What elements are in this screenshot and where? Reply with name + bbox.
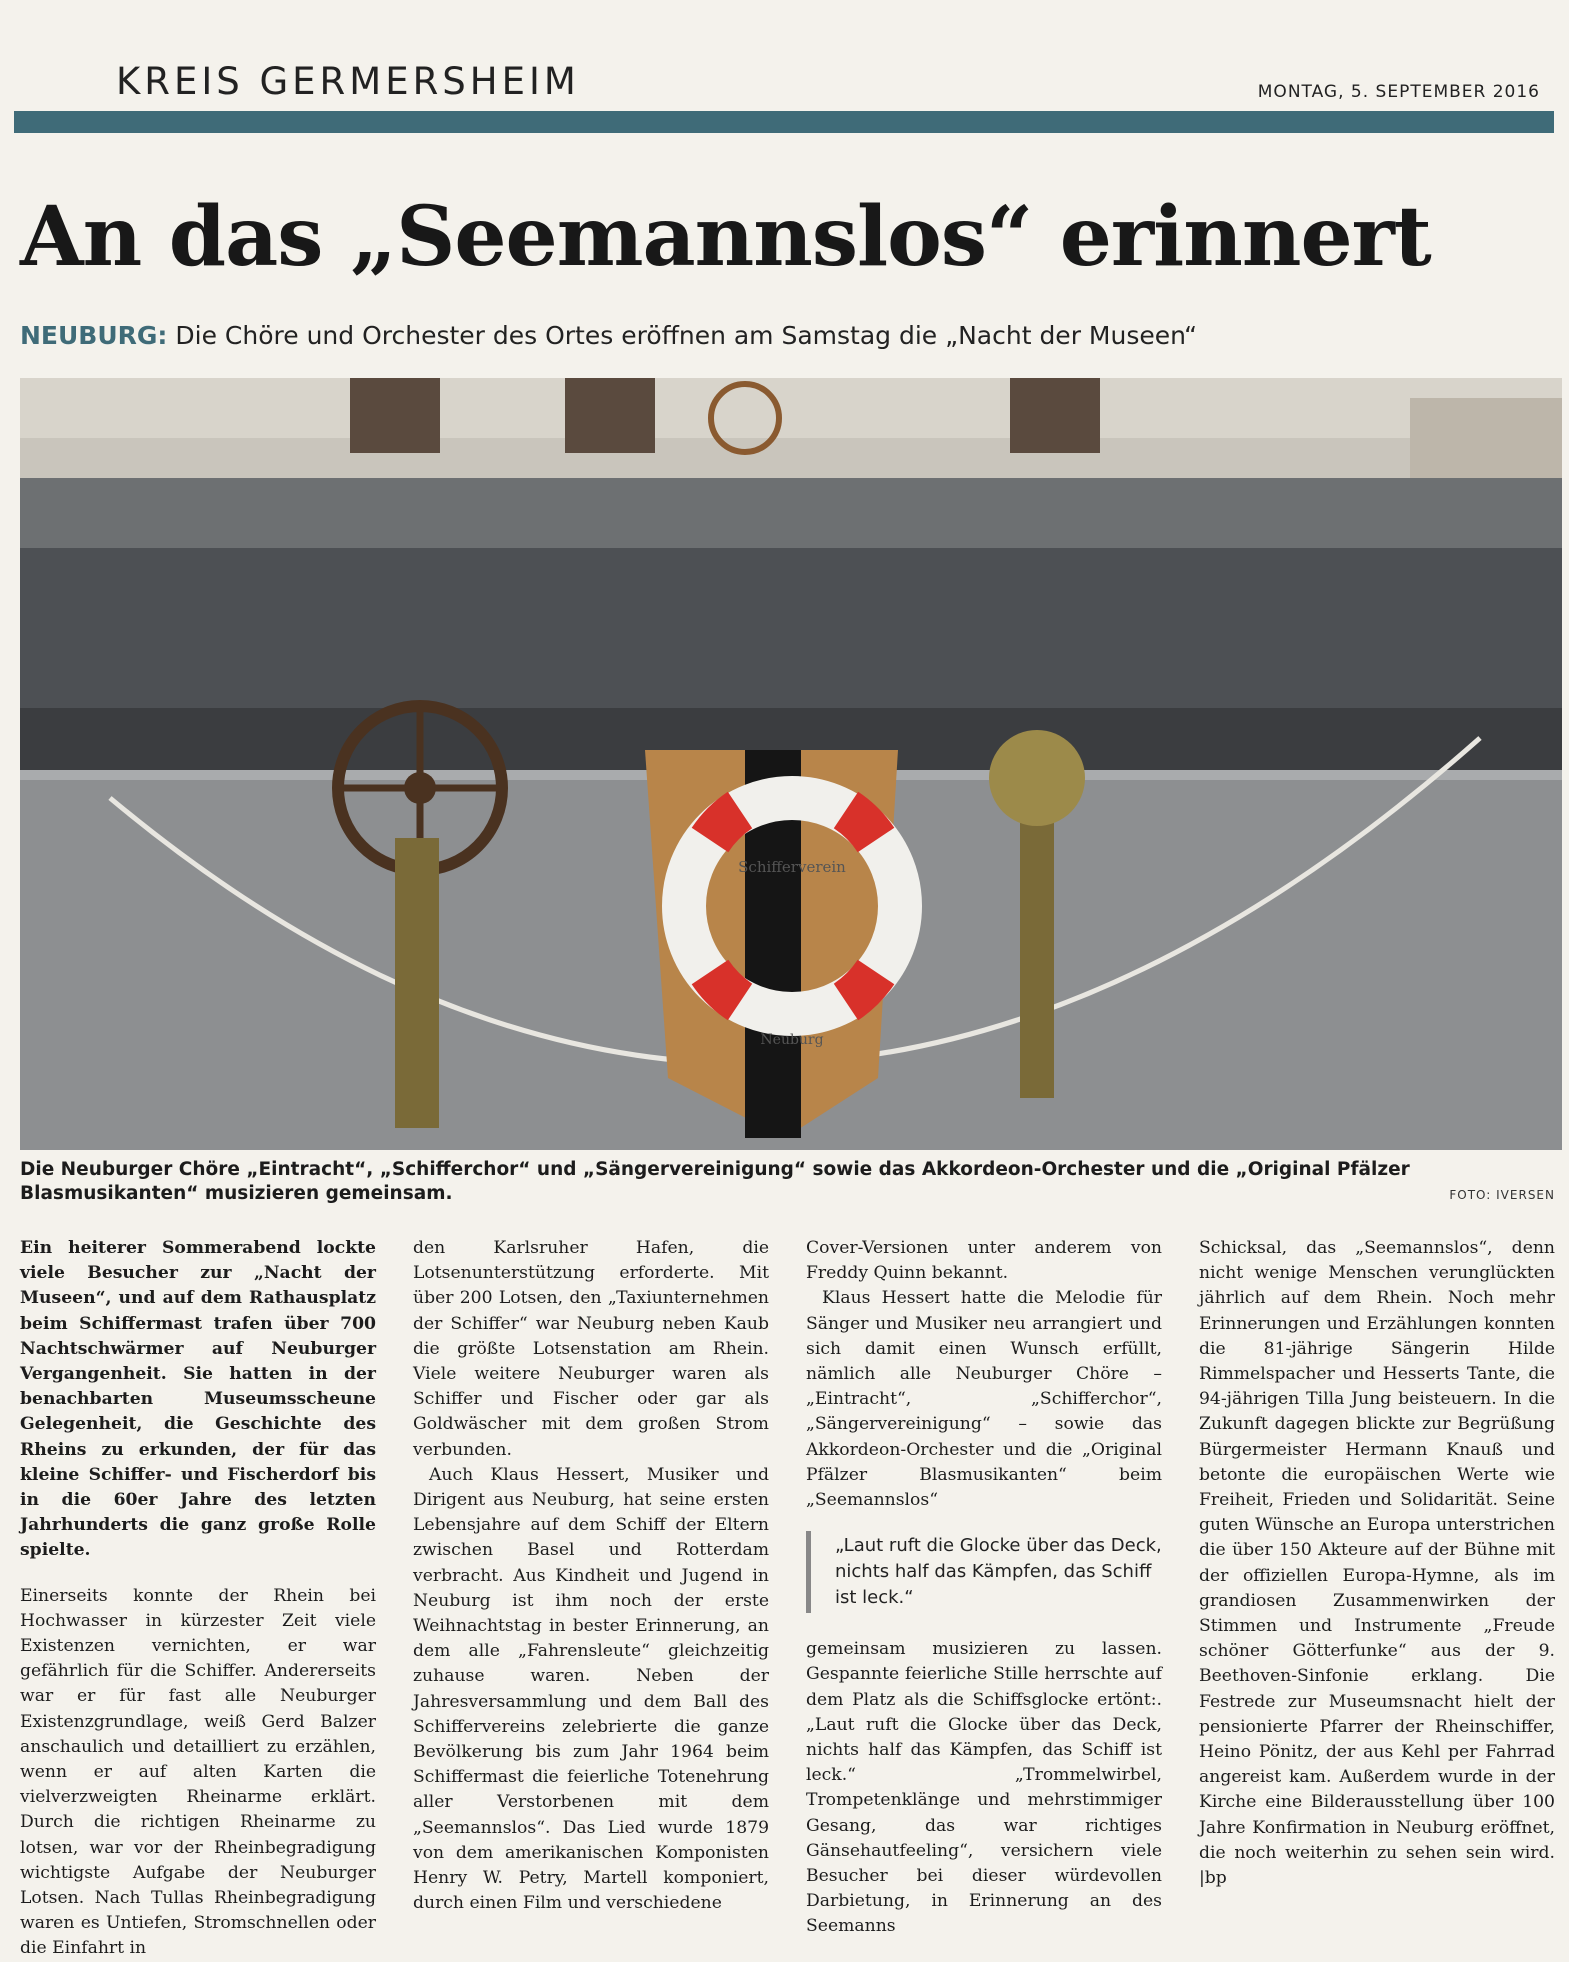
header-rule (14, 111, 1554, 133)
section-title: KREIS GERMERSHEIM (116, 60, 580, 103)
photo-caption: Die Neuburger Chöre „Eintracht“, „Schifferchor“ und „Sängervereinigung“ sowie das Akkordeon-Orchester und die „Original Pfälzer Blasmusikanten“ musizieren gemeinsam. (20, 1159, 1410, 1204)
life-ring-label-bottom: Neuburg (760, 1032, 824, 1048)
paragraph: Schicksal, das „Seemannslos“, denn nicht wenige Menschen verunglückten jährlich auf dem Rhein. Noch mehr Erinnerungen und Erzählungen konnten die 81-jährige Sängerin Hilde Rimmelspacher und Hesserts Tante, die 94-jährigen Tilla Jung beisteuern. In die Zukunft dagegen blickte zur Begrüßung Bürgermeister Hermann Knauß und betonte die europäischen Werte wie Freiheit, Frieden und Solidarität. Seine guten Wünsche an Europa unterstrichen die über 150 Akteure auf der Bühne mit der offiziellen Europa-Hymne, als im grandiosen Zusammenwirken der Stimmen und Instrumente „Freude schöner Götterfunke“ aus der 9. Beethoven-Sinfonie erklang. Die Festrede zur Museumsnacht hielt der pensionierte Pfarrer der Rheinschiffer, Heino Pönitz, der aus Kehl per Fahrrad angereist kam. Außerdem wurde in der Kirche eine Bilderausstellung über 100 Jahre Konfirmation in Neuburg eröffnet, die noch weiterhin zu sehen sein wird. |bp (1199, 1238, 1555, 1889)
issue-date: MONTAG, 5. SEPTEMBER 2016 (1257, 82, 1540, 102)
pull-quote: „Laut ruft die Glocke über das Deck, nichts half das Kämpfen, das Schiff ist leck.“ (806, 1531, 1162, 1613)
article-lead: Ein heiterer Sommerabend lockte viele Besucher zur „Nacht der Museen“, und auf dem Rathausplatz beim Schiffermast trafen über 700 Nachtschwärmer auf Neuburger Vergangenheit. Sie hatten in der benachbarten Museumsscheune Gelegenheit, die Geschichte des Rheins zu erkunden, der für das kleine Schiffer- und Fischerdorf bis in die 60er Jahre des letzten Jahrhunderts die ganz große Rolle spielte. (20, 1238, 376, 1561)
paragraph: gemeinsam musizieren zu lassen. Gespannte feierliche Stille herrschte auf dem Platz als die Schiffsglocke ertönt:. „Laut ruft die Glocke über das Deck, nichts half das Kämpfen, das Schiff ist leck.“ „Trommelwirbel, Trompetenklänge und mehrstimmiger Gesang, das war richtiges Gänsehautfeeling“, versichern viele Besucher bei dieser würdevollen Darbietung, in Erinnerung an des Seemanns (806, 1639, 1162, 1937)
paragraph: Klaus Hessert hatte die Melodie für Sänger und Musiker neu arrangiert und sich damit einen Wunsch erfüllt, nämlich alle Neuburger Chöre – „Eintracht“, „Schifferchor“, „Sängervereinigung“ – sowie das Akkordeon-Orchester und die „Original Pfälzer Blasmusikanten“ beim „Seemannslos“ (806, 1288, 1162, 1511)
article-column-1 (20, 1236, 376, 1959)
page-header (14, 60, 1554, 110)
paragraph: Cover-Versionen unter anderem von Freddy Quinn bekannt. (806, 1238, 1162, 1284)
dateline-location: NEUBURG: (20, 321, 168, 350)
photo-credit: FOTO: IVERSEN (1449, 1188, 1555, 1202)
headline: An das „Seemannslos“ erinnert (20, 189, 1431, 285)
article-photo (20, 378, 1562, 1150)
paragraph: den Karlsruher Hafen, die Lotsenunterstützung erforderte. Mit über 200 Lotsen, den „Taxiunternehmen der Schiffer“ war Neuburg neben Kaub die größte Lotsenstation am Rhein. Viele weitere Neuburger waren als Schiffer und Fischer oder gar als Goldwäscher mit dem großen Strom verbunden. (413, 1238, 769, 1460)
paragraph: Auch Klaus Hessert, Musiker und Dirigent aus Neuburg, hat seine ersten Lebensjahre auf dem Schiff der Eltern zwischen Basel und Rotterdam verbracht. Aus Kindheit und Jugend in Neuburg ist ihm noch der erste Weihnachtstag in bester Erinnerung, an dem alle „Fahrensleute“ gleichzeitig zuhause waren. Neben der Jahresversammlung und dem Ball des Schiffervereins zelebrierte die ganze Bevölkerung bis zum Jahr 1964 beim Schiffermast die feierliche Totenehrung aller Verstorbenen mit dem „Seemannslos“. Das Lied wurde 1879 von dem amerikanischen Komponisten Henry W. Petry, Martell komponiert, durch einen Film und verschiedene (413, 1464, 769, 1914)
paragraph: Einerseits konnte der Rhein bei Hochwasser in kürzester Zeit viele Existenzen vernichten, er war gefährlich für die Schiffer. Andererseits war er für fast alle Neuburger Existenzgrundlage, weiß Gerd Balzer anschaulich und detailliert zu erzählen, wenn er auf alten Karten die vielverzweigten Rheinarme erklärt. Durch die richtigen Rheinarme zu lotsen, war vor der Rheinbegradigung wichtigste Aufgabe der Neuburger Lotsen. Nach Tullas Rheinbegradigung waren es Untiefen, Stromschnellen oder die Einfahrt in (20, 1585, 376, 1959)
subheadline (20, 321, 1560, 350)
life-ring-label-top: Schifferverein (738, 858, 846, 876)
article-column-2 (413, 1236, 769, 1914)
subheadline-text: Die Chöre und Orchester des Ortes eröffnen am Samstag die „Nacht der Museen“ (175, 321, 1198, 350)
article-column-4 (1199, 1236, 1555, 1896)
article-column-3 (806, 1236, 1162, 1937)
